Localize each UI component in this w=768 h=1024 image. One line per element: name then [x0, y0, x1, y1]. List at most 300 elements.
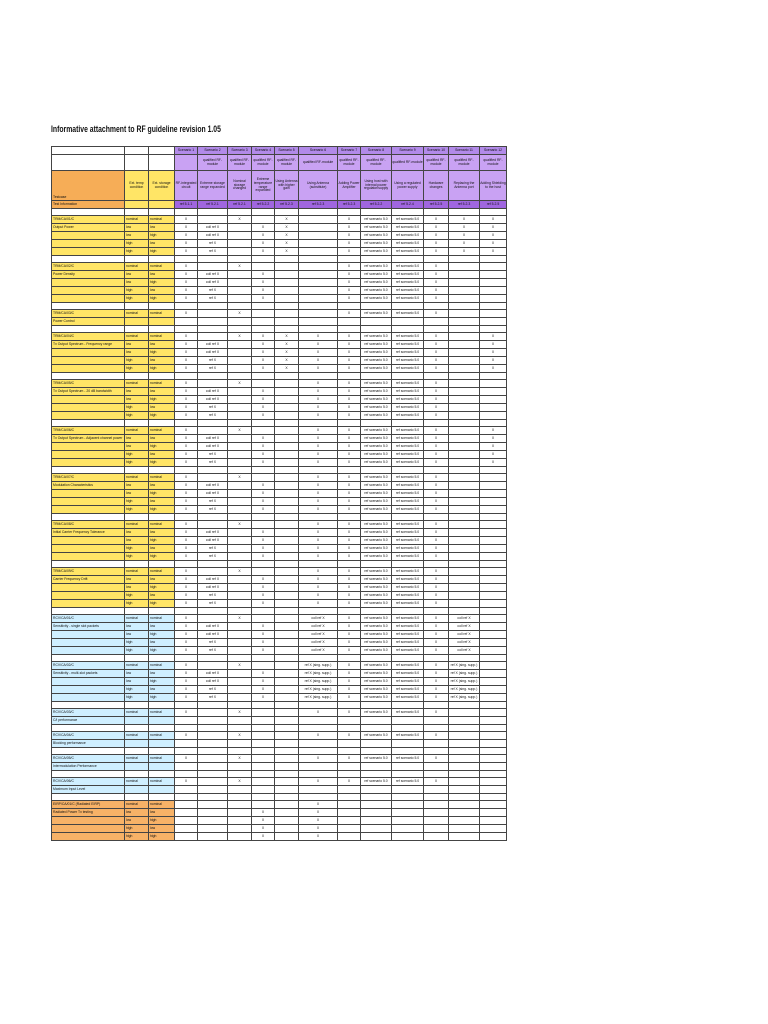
scenario-cell: ref scenario 5.0	[361, 427, 392, 435]
condition-cell: nominal	[149, 568, 175, 576]
scenario-cell	[480, 318, 507, 326]
condition-cell: nominal	[125, 709, 149, 717]
scenario-cell: X	[299, 592, 338, 600]
scenario-cell	[228, 506, 252, 514]
condition-cell	[149, 786, 175, 794]
scenario-cell	[228, 545, 252, 553]
spacer-cell	[480, 794, 507, 801]
scenario-cell	[275, 709, 299, 717]
spacer-cell	[361, 420, 392, 427]
scenario-cell	[449, 584, 480, 592]
test-row	[52, 529, 507, 537]
scenario-cell: ref scenario 5.0	[392, 576, 424, 584]
scenario-cell: X	[299, 833, 338, 841]
condition-cell: low	[125, 396, 149, 404]
scenario-cell: ref scenario 5.0	[361, 287, 392, 295]
scenario-cell: X	[175, 232, 198, 240]
spacer-cell	[125, 771, 149, 778]
scenario-cell: X	[299, 490, 338, 498]
scenario-cell	[299, 216, 338, 224]
scenario-cell: X	[338, 678, 361, 686]
scenario-cell	[228, 817, 252, 825]
scenario-cell	[198, 717, 228, 725]
spacer-cell	[392, 420, 424, 427]
scenario-cell: X	[252, 396, 275, 404]
scenario-cell: ref scenario 5.0	[392, 678, 424, 686]
scenario-cell: X	[424, 279, 449, 287]
scenario-cell	[480, 474, 507, 482]
condition-cell: high	[125, 240, 149, 248]
header-description-row	[52, 171, 507, 201]
condition-cell: nominal	[149, 380, 175, 388]
scenario-header: Scenario 9	[392, 147, 424, 155]
scenario-cell	[175, 318, 198, 326]
condition-cell: low	[125, 349, 149, 357]
table-body	[52, 147, 507, 841]
scenario-reference: ref 5.2.3	[449, 201, 480, 209]
scenario-cell: X	[175, 451, 198, 459]
testcase-cell	[52, 537, 125, 545]
spacer-cell	[228, 794, 252, 801]
condition-cell: nominal	[125, 310, 149, 318]
test-row	[52, 506, 507, 514]
spacer-cell	[228, 561, 252, 568]
scenario-cell: ref scenario 5.0	[392, 310, 424, 318]
scenario-description: Hardware changes	[424, 171, 449, 201]
scenario-cell	[198, 333, 228, 341]
condition-cell	[125, 740, 149, 748]
scenario-cell	[275, 427, 299, 435]
condition-cell: low	[149, 498, 175, 506]
testcase-code: TRM/CA/06/C	[52, 427, 125, 435]
scenario-cell: X	[275, 240, 299, 248]
scenario-cell: X	[299, 357, 338, 365]
scenario-cell: coll ref X	[198, 529, 228, 537]
scenario-cell	[275, 833, 299, 841]
scenario-cell: coll ref X	[299, 647, 338, 655]
condition-cell: low	[125, 271, 149, 279]
spacer-cell	[125, 326, 149, 333]
scenario-cell	[392, 809, 424, 817]
scenario-header: Scenario 1	[175, 147, 198, 155]
spacer-cell	[252, 256, 275, 263]
scenario-cell: X	[338, 333, 361, 341]
scenario-cell: X	[252, 537, 275, 545]
scenario-cell: X	[424, 732, 449, 740]
scenario-cell: X	[338, 686, 361, 694]
scenario-cell	[480, 763, 507, 771]
condition-cell: nominal	[125, 755, 149, 763]
scenario-cell: X	[275, 341, 299, 349]
scenario-cell: ref scenario 5.0	[392, 451, 424, 459]
scenario-cell	[449, 310, 480, 318]
scenario-cell: X	[424, 443, 449, 451]
spacer-cell	[361, 771, 392, 778]
scenario-cell	[228, 670, 252, 678]
testcase-cell	[52, 678, 125, 686]
scenario-cell	[252, 427, 275, 435]
condition-cell: nominal	[149, 333, 175, 341]
condition-cell: nominal	[125, 474, 149, 482]
scenario-cell: X	[338, 615, 361, 623]
condition-cell: nominal	[125, 732, 149, 740]
testcase-cell	[52, 694, 125, 702]
scenario-cell: ref scenario 5.0	[392, 279, 424, 287]
scenario-cell: X	[424, 755, 449, 763]
scenario-cell: ref X	[198, 287, 228, 295]
scenario-cell: X	[424, 357, 449, 365]
spacer-cell	[125, 420, 149, 427]
scenario-cell: X	[424, 623, 449, 631]
scenario-cell: X	[299, 537, 338, 545]
condition-cell: nominal	[125, 778, 149, 786]
test-row	[52, 295, 507, 303]
scenario-cell	[252, 568, 275, 576]
scenario-cell	[480, 498, 507, 506]
spacer-cell	[299, 725, 338, 732]
scenario-cell	[338, 318, 361, 326]
testcase-name: Radiated Power Tx testing	[52, 809, 125, 817]
scenario-cell: ref scenario 5.0	[361, 396, 392, 404]
spacer-cell	[392, 303, 424, 310]
condition-cell: high	[125, 451, 149, 459]
scenario-cell	[361, 817, 392, 825]
test-row	[52, 451, 507, 459]
scenario-cell: X	[424, 678, 449, 686]
scenario-cell: coll ref X	[198, 232, 228, 240]
spacer-cell	[228, 702, 252, 709]
scenario-cell: X	[299, 825, 338, 833]
testcase-name: Power Density	[52, 271, 125, 279]
scenario-header: Scenario 7	[338, 147, 361, 155]
scenario-cell: X	[175, 662, 198, 670]
scenario-cell: X	[299, 529, 338, 537]
scenario-cell: X	[175, 279, 198, 287]
condition-cell: low	[149, 404, 175, 412]
condition-cell: high	[149, 694, 175, 702]
scenario-cell: X	[175, 694, 198, 702]
group-spacer-row	[52, 256, 507, 263]
scenario-cell	[361, 801, 392, 809]
condition-cell: low	[149, 529, 175, 537]
spacer-cell	[299, 561, 338, 568]
scenario-cell: ref scenario 5.0	[392, 341, 424, 349]
scenario-cell: X	[480, 349, 507, 357]
scenario-cell: ref X	[198, 295, 228, 303]
scenario-cell	[198, 318, 228, 326]
scenario-cell: X	[424, 670, 449, 678]
spacer-cell	[149, 561, 175, 568]
scenario-cell	[275, 279, 299, 287]
scenario-header: Scenario 6	[299, 147, 338, 155]
scenario-cell: X	[175, 240, 198, 248]
scenario-cell: X	[338, 490, 361, 498]
scenario-cell	[480, 809, 507, 817]
scenario-cell: X	[252, 809, 275, 817]
scenario-cell	[275, 786, 299, 794]
scenario-cell: X	[299, 498, 338, 506]
scenario-cell: X	[449, 248, 480, 256]
testcase-code: TRM/CA/08/C	[52, 521, 125, 529]
spacer-cell	[275, 326, 299, 333]
scenario-cell: X	[480, 451, 507, 459]
scenario-cell: X	[299, 553, 338, 561]
scenario-cell	[449, 817, 480, 825]
spacer-cell	[275, 608, 299, 615]
condition-cell	[149, 763, 175, 771]
spacer-cell	[392, 209, 424, 216]
scenario-cell: X	[252, 357, 275, 365]
scenario-cell: X	[252, 498, 275, 506]
scenario-cell: ref scenario 5.0	[361, 670, 392, 678]
group-spacer-row	[52, 608, 507, 615]
scenario-cell: ref scenario 5.0	[392, 380, 424, 388]
scenario-cell: ref scenario 5.0	[361, 592, 392, 600]
spacer-cell	[198, 303, 228, 310]
scenario-cell: coll ref X	[198, 224, 228, 232]
scenario-cell: X	[175, 498, 198, 506]
scenario-cell	[392, 817, 424, 825]
scenario-cell: X	[175, 482, 198, 490]
scenario-cell: X	[252, 224, 275, 232]
testcase-code: TRM/CA/04/C	[52, 333, 125, 341]
scenario-cell: X	[228, 568, 252, 576]
spacer-cell	[252, 725, 275, 732]
scenario-cell: ref scenario 5.0	[361, 553, 392, 561]
scenario-cell: X	[424, 709, 449, 717]
spacer-cell	[449, 748, 480, 755]
spacer-cell	[175, 725, 198, 732]
testcase-code: TRM/CA/02/C	[52, 263, 125, 271]
scenario-cell: X	[175, 404, 198, 412]
test-row	[52, 647, 507, 655]
testcase-code: RCV/CA/03/C	[52, 709, 125, 717]
scenario-cell	[299, 717, 338, 725]
scenario-cell: X	[338, 271, 361, 279]
scenario-cell: X	[299, 709, 338, 717]
scenario-cell: X	[424, 600, 449, 608]
scenario-cell: X	[424, 295, 449, 303]
scenario-test-table	[51, 146, 507, 841]
scenario-cell: X	[299, 545, 338, 553]
scenario-cell	[480, 396, 507, 404]
scenario-cell	[480, 553, 507, 561]
testcase-name: Tx Output Spectrum - 20 dB bandwidth	[52, 388, 125, 396]
scenario-cell	[275, 521, 299, 529]
scenario-cell: X	[338, 232, 361, 240]
testcase-cell	[52, 490, 125, 498]
scenario-cell: coll ref X	[449, 631, 480, 639]
condition-cell: nominal	[149, 662, 175, 670]
scenario-cell: ref scenario 5.0	[392, 521, 424, 529]
scenario-cell: ref scenario 5.0	[392, 443, 424, 451]
spacer-cell	[338, 608, 361, 615]
test-row	[52, 537, 507, 545]
condition-cell: nominal	[125, 216, 149, 224]
test-row	[52, 365, 507, 373]
scenario-cell	[449, 506, 480, 514]
scenario-cell: X	[424, 459, 449, 467]
scenario-cell: coll ref X	[449, 639, 480, 647]
condition-cell: low	[149, 576, 175, 584]
testcase-header: Testcase	[52, 171, 125, 201]
scenario-cell: X	[252, 232, 275, 240]
scenario-cell: X	[338, 482, 361, 490]
scenario-cell	[198, 809, 228, 817]
scenario-cell: X	[299, 333, 338, 341]
scenario-cell: ref scenario 5.0	[361, 341, 392, 349]
testcase-name: Output Power	[52, 224, 125, 232]
spacer-cell	[175, 467, 198, 474]
scenario-cell	[480, 817, 507, 825]
spacer-cell	[338, 702, 361, 709]
spacer-cell	[149, 467, 175, 474]
scenario-cell: X	[424, 662, 449, 670]
scenario-cell: X	[175, 732, 198, 740]
scenario-cell: X	[480, 459, 507, 467]
scenario-cell: X	[424, 396, 449, 404]
scenario-cell: X	[175, 435, 198, 443]
spacer-cell	[198, 794, 228, 801]
scenario-cell	[449, 287, 480, 295]
scenario-cell: ref scenario 5.0	[392, 459, 424, 467]
scenario-cell: X	[252, 490, 275, 498]
scenario-cell: X	[338, 778, 361, 786]
spacer-cell	[52, 326, 125, 333]
scenario-cell: X	[299, 380, 338, 388]
scenario-cell: X	[480, 357, 507, 365]
scenario-cell: ref scenario 5.0	[361, 576, 392, 584]
scenario-cell: ref scenario 5.0	[392, 435, 424, 443]
spacer-cell	[198, 771, 228, 778]
scenario-cell: ref scenario 5.0	[392, 216, 424, 224]
scenario-cell	[480, 709, 507, 717]
spacer-cell	[125, 748, 149, 755]
scenario-cell: X	[424, 474, 449, 482]
spacer-cell	[480, 655, 507, 662]
scenario-cell	[228, 833, 252, 841]
test-row	[52, 639, 507, 647]
condition-cell: nominal	[125, 615, 149, 623]
scenario-cell	[275, 623, 299, 631]
scenario-cell: coll ref X	[198, 678, 228, 686]
scenario-cell: X	[275, 232, 299, 240]
scenario-cell	[480, 380, 507, 388]
scenario-cell: ref scenario 5.0	[361, 568, 392, 576]
scenario-cell	[228, 357, 252, 365]
spacer-cell	[175, 608, 198, 615]
spacer-cell	[275, 725, 299, 732]
group-spacer-row	[52, 373, 507, 380]
scenario-cell	[275, 482, 299, 490]
condition-cell: high	[125, 600, 149, 608]
scenario-cell	[275, 474, 299, 482]
scenario-cell: X	[252, 584, 275, 592]
scenario-cell	[392, 740, 424, 748]
scenario-cell: X	[424, 427, 449, 435]
scenario-cell: X	[252, 817, 275, 825]
spacer-cell	[149, 326, 175, 333]
scenario-cell	[480, 717, 507, 725]
scenario-cell	[228, 459, 252, 467]
group-spacer-row	[52, 303, 507, 310]
scenario-cell	[228, 232, 252, 240]
scenario-cell: X	[175, 365, 198, 373]
scenario-cell: X	[338, 639, 361, 647]
spacer-cell	[424, 467, 449, 474]
scenario-cell	[198, 380, 228, 388]
test-row	[52, 623, 507, 631]
test-row	[52, 545, 507, 553]
scenario-cell: X	[338, 380, 361, 388]
spacer-cell	[198, 725, 228, 732]
scenario-description: Using host with internal power regulator/supply	[361, 171, 392, 201]
spacer-cell	[449, 794, 480, 801]
scenario-cell: ref scenario 5.0	[361, 686, 392, 694]
spacer-cell	[480, 209, 507, 216]
test-row	[52, 833, 507, 841]
scenario-cell	[480, 506, 507, 514]
scenario-cell	[449, 529, 480, 537]
scenario-cell	[228, 786, 252, 794]
scenario-cell: ref X	[198, 686, 228, 694]
scenario-cell	[449, 709, 480, 717]
scenario-cell	[299, 740, 338, 748]
scenario-cell	[392, 833, 424, 841]
scenario-cell: ref scenario 5.0	[392, 631, 424, 639]
condition-cell: low	[149, 341, 175, 349]
scenario-cell: X	[175, 592, 198, 600]
scenario-cell: X	[175, 427, 198, 435]
scenario-cell: ref scenario 5.0	[392, 568, 424, 576]
scenario-cell	[449, 576, 480, 584]
spacer-cell	[198, 655, 228, 662]
scenario-cell: ref X	[198, 694, 228, 702]
scenario-cell	[275, 568, 299, 576]
scenario-cell	[480, 271, 507, 279]
scenario-description: Adding Shielding to the host	[480, 171, 507, 201]
scenario-cell: X	[424, 568, 449, 576]
scenario-cell	[480, 584, 507, 592]
scenario-cell: X	[175, 412, 198, 420]
testcase-cell	[52, 365, 125, 373]
spacer-cell	[149, 420, 175, 427]
scenario-cell	[449, 553, 480, 561]
scenario-cell: X	[338, 357, 361, 365]
condition-cell	[125, 763, 149, 771]
scenario-description: Extreme storage range expanded	[198, 171, 228, 201]
scenario-cell	[252, 801, 275, 809]
scenario-cell: coll ref X	[198, 349, 228, 357]
scenario-cell: X	[175, 529, 198, 537]
scenario-cell	[275, 600, 299, 608]
spacer-cell	[52, 655, 125, 662]
scenario-cell: ref scenario 5.0	[361, 694, 392, 702]
scenario-cell	[275, 662, 299, 670]
scenario-cell: X	[252, 833, 275, 841]
scenario-cell: ref scenario 5.0	[361, 647, 392, 655]
scenario-cell: ref scenario 5.0	[361, 459, 392, 467]
test-row	[52, 482, 507, 490]
scenario-cell	[424, 825, 449, 833]
spacer-cell	[52, 748, 125, 755]
scenario-cell	[449, 435, 480, 443]
scenario-cell: X	[175, 678, 198, 686]
scenario-cell	[228, 717, 252, 725]
scenario-cell	[449, 365, 480, 373]
scenario-cell	[392, 318, 424, 326]
scenario-cell: X	[175, 521, 198, 529]
